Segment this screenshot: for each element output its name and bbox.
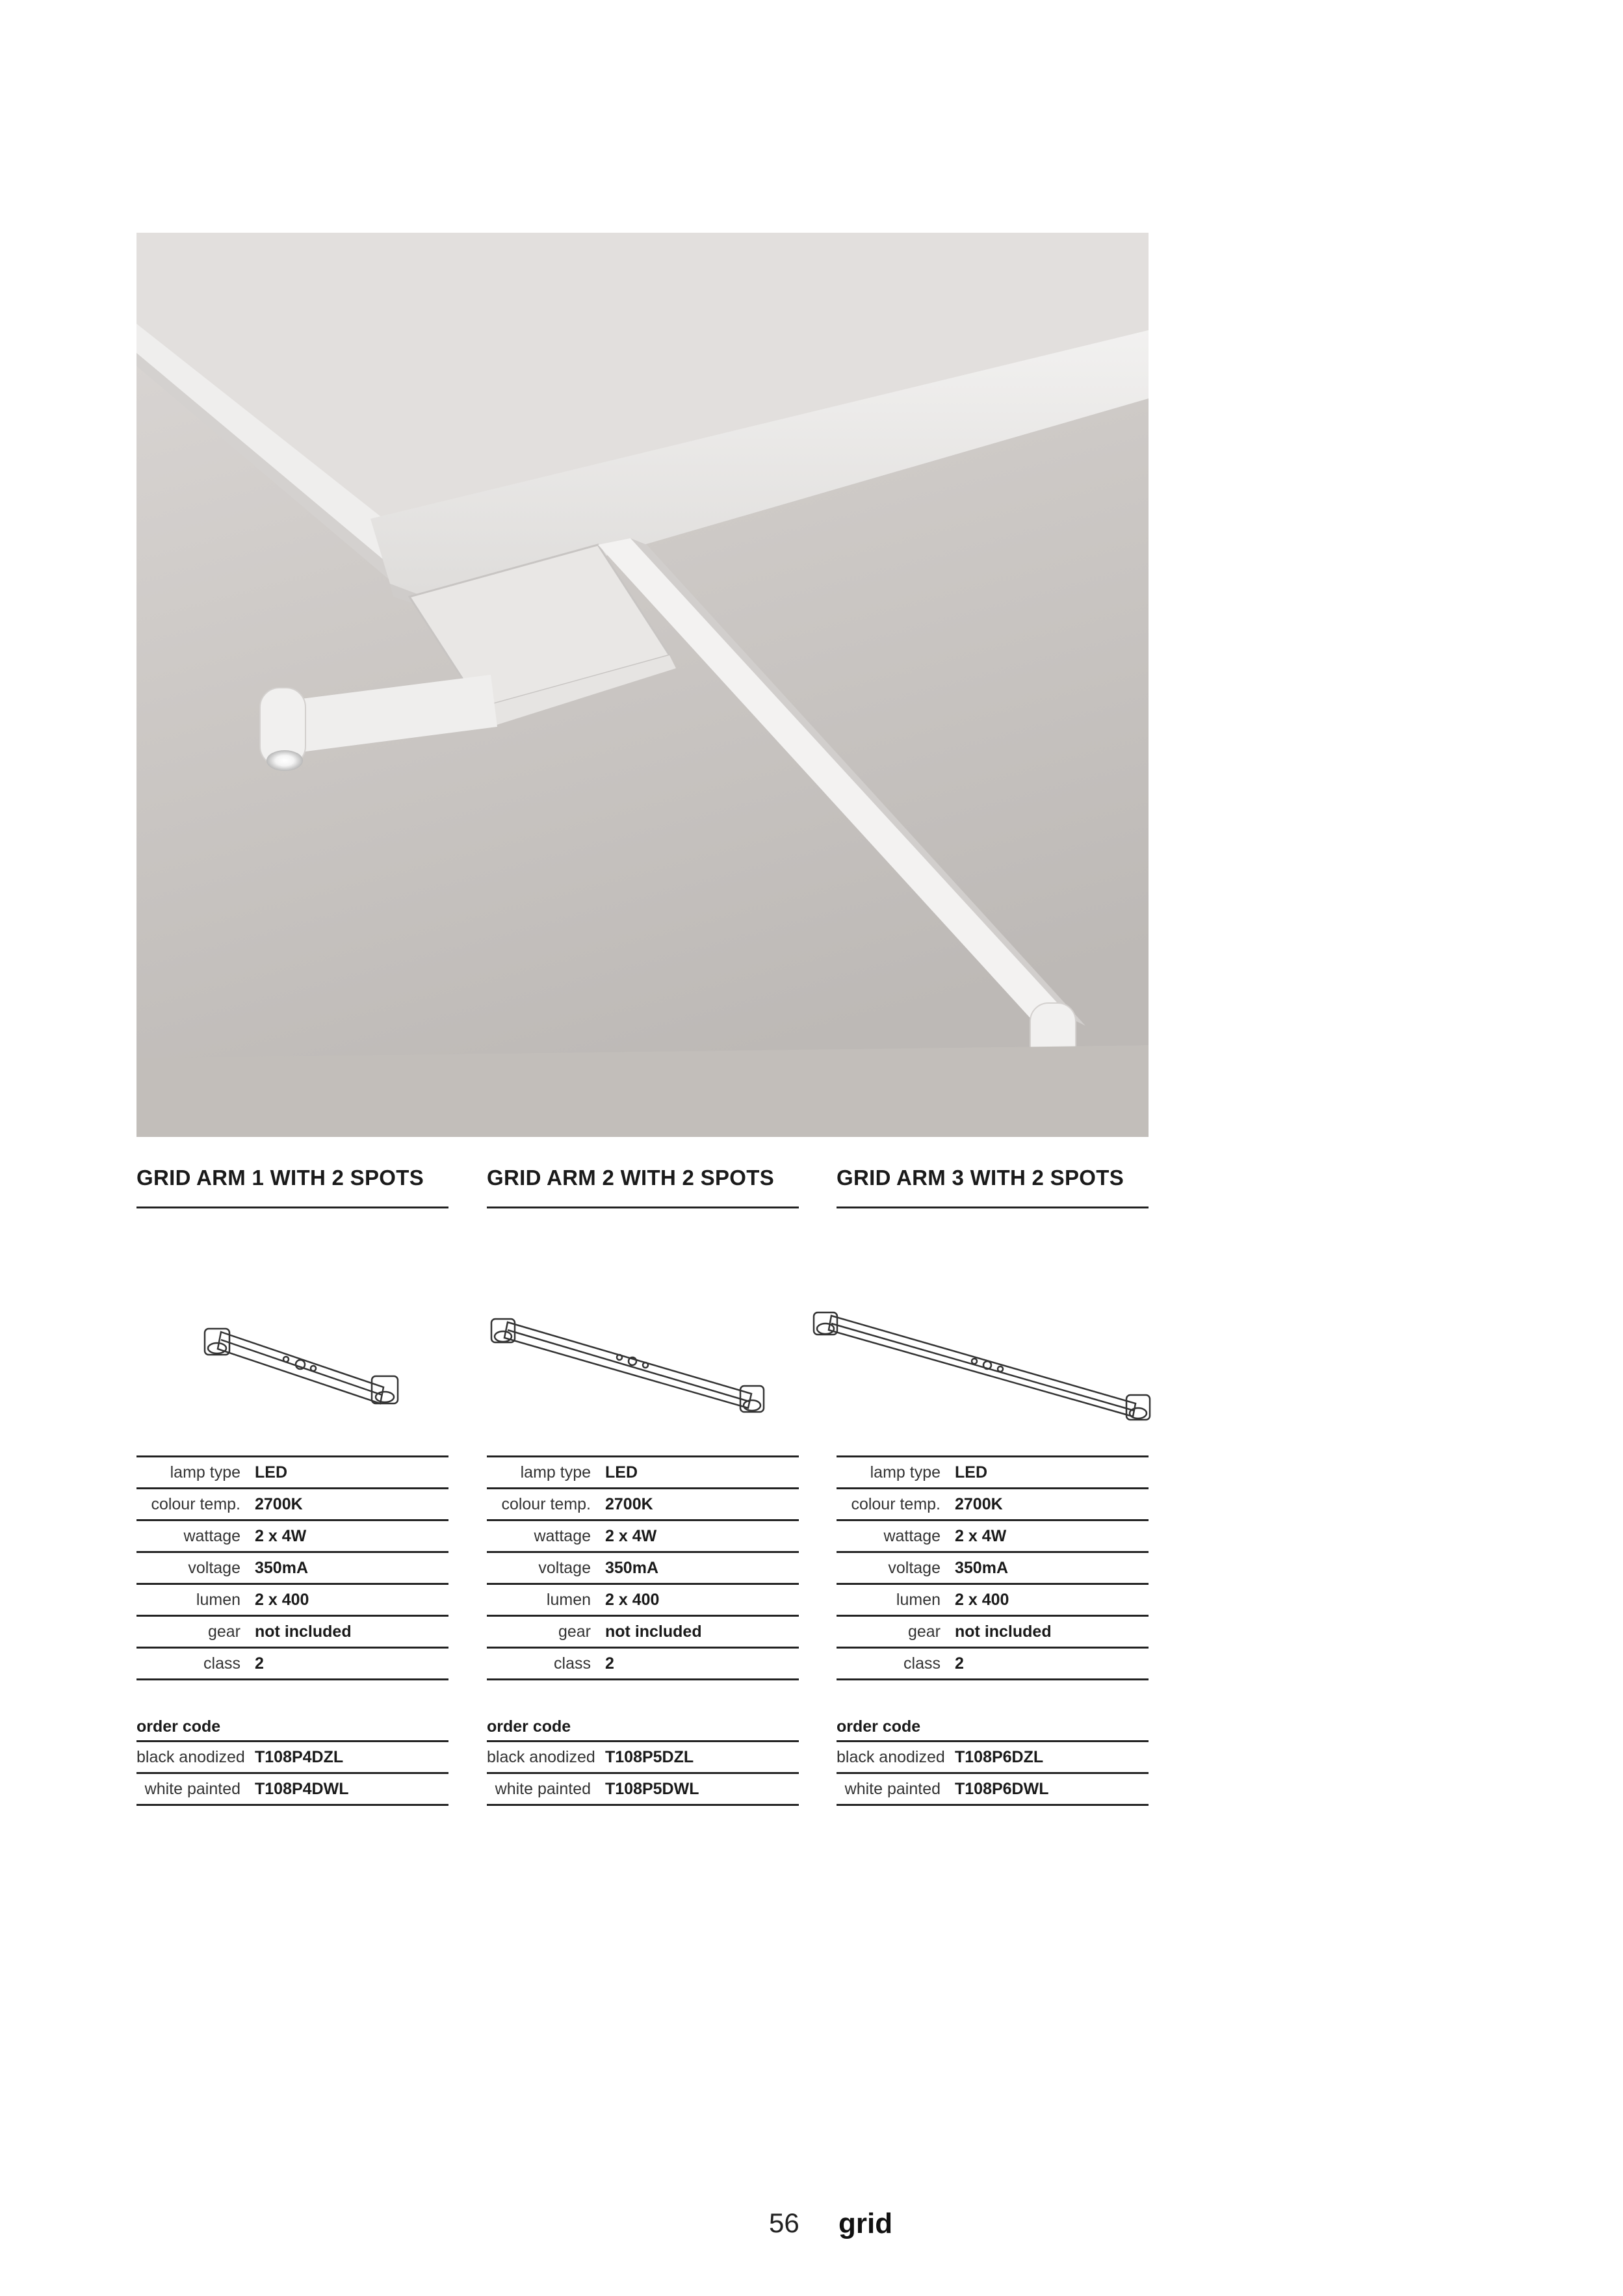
spec-value: not included: [255, 1622, 352, 1641]
order-row: [136, 1742, 448, 1774]
spec-label: class: [203, 1654, 240, 1673]
order-label: black anodized: [136, 1747, 245, 1766]
order-row: [487, 1742, 799, 1774]
spec-row: [487, 1457, 799, 1489]
order-code-heading: order code: [136, 1713, 448, 1742]
product-title: GRID ARM 1 WITH 2 SPOTS: [136, 1164, 448, 1208]
page-footer: [0, 2208, 1623, 2247]
section-name: grid: [838, 2208, 893, 2239]
spec-value: 2 x 400: [605, 1590, 660, 1609]
product-drawing: [487, 1208, 799, 1455]
order-label: white painted: [144, 1779, 240, 1798]
product-column-2: [487, 1164, 799, 1806]
spec-label: gear: [207, 1622, 240, 1641]
spec-row: [136, 1521, 448, 1553]
spec-value: LED: [605, 1463, 638, 1481]
spec-label: gear: [907, 1622, 941, 1641]
order-code-heading: order code: [487, 1713, 799, 1742]
spec-value: 2: [255, 1654, 264, 1673]
spec-value: LED: [255, 1463, 287, 1481]
spec-row: [837, 1457, 1149, 1489]
spec-row: [487, 1489, 799, 1521]
spec-row: [487, 1649, 799, 1680]
spec-row: [837, 1649, 1149, 1680]
spec-row: [837, 1489, 1149, 1521]
order-label: white painted: [495, 1779, 591, 1798]
order-label: white painted: [844, 1779, 941, 1798]
spec-value: 2 x 400: [955, 1590, 1009, 1609]
order-row: [837, 1774, 1149, 1806]
spec-value: 350mA: [255, 1558, 308, 1577]
spec-value: LED: [955, 1463, 987, 1481]
spec-row: [487, 1521, 799, 1553]
spec-row: [487, 1585, 799, 1617]
product-drawing: [837, 1208, 1149, 1455]
order-code: T108P4DZL: [255, 1747, 344, 1766]
spec-label: colour temp.: [851, 1494, 941, 1513]
order-code: T108P6DZL: [955, 1747, 1044, 1766]
spec-value: 350mA: [605, 1558, 658, 1577]
spec-table: [136, 1455, 448, 1680]
product-column-3: [837, 1164, 1149, 1806]
spec-row: [837, 1553, 1149, 1585]
spec-label: class: [554, 1654, 591, 1673]
spec-label: wattage: [183, 1526, 240, 1545]
order-label: black anodized: [487, 1747, 595, 1766]
spec-label: wattage: [534, 1526, 591, 1545]
spec-label: voltage: [888, 1558, 941, 1577]
spec-label: wattage: [883, 1526, 941, 1545]
spec-table: [837, 1455, 1149, 1680]
order-row: [136, 1774, 448, 1806]
order-code: T108P5DWL: [605, 1779, 699, 1798]
spec-row: [487, 1553, 799, 1585]
spec-row: [136, 1489, 448, 1521]
spec-row: [136, 1617, 448, 1649]
spec-label: lumen: [546, 1590, 591, 1609]
spec-row: [136, 1585, 448, 1617]
spec-value: 2700K: [605, 1494, 653, 1513]
spec-row: [136, 1457, 448, 1489]
product-drawing: [136, 1208, 448, 1455]
spec-label: lumen: [196, 1590, 240, 1609]
product-photo: [136, 233, 1149, 1137]
spec-value: 2700K: [955, 1494, 1003, 1513]
spec-row: [136, 1649, 448, 1680]
spec-label: colour temp.: [151, 1494, 240, 1513]
spec-value: not included: [955, 1622, 1052, 1641]
spec-value: 2 x 400: [255, 1590, 309, 1609]
spec-row: [837, 1521, 1149, 1553]
spec-label: gear: [558, 1622, 591, 1641]
product-title: GRID ARM 2 WITH 2 SPOTS: [487, 1164, 799, 1208]
spec-row: [487, 1617, 799, 1649]
order-code: T108P6DWL: [955, 1779, 1049, 1798]
spec-label: voltage: [538, 1558, 591, 1577]
spec-value: 2 x 4W: [255, 1526, 307, 1545]
spec-label: lamp type: [870, 1463, 941, 1481]
spec-label: lamp type: [170, 1463, 240, 1481]
spec-value: 2700K: [255, 1494, 303, 1513]
order-code: T108P5DZL: [605, 1747, 694, 1766]
spec-value: 2 x 4W: [605, 1526, 657, 1545]
spec-row: [136, 1553, 448, 1585]
spec-row: [837, 1617, 1149, 1649]
spec-label: colour temp.: [501, 1494, 591, 1513]
order-code: T108P4DWL: [255, 1779, 349, 1798]
spec-value: not included: [605, 1622, 702, 1641]
product-column-1: [136, 1164, 448, 1806]
spec-table: [487, 1455, 799, 1680]
product-title: GRID ARM 3 WITH 2 SPOTS: [837, 1164, 1149, 1208]
spec-value: 2: [955, 1654, 964, 1673]
spec-value: 2 x 4W: [955, 1526, 1007, 1545]
spec-label: voltage: [188, 1558, 240, 1577]
spec-value: 350mA: [955, 1558, 1008, 1577]
order-row: [837, 1742, 1149, 1774]
spec-row: [837, 1585, 1149, 1617]
spec-label: lumen: [896, 1590, 941, 1609]
spec-label: lamp type: [520, 1463, 591, 1481]
spec-label: class: [903, 1654, 941, 1673]
page-number: 56: [769, 2208, 799, 2238]
order-label: black anodized: [837, 1747, 945, 1766]
order-row: [487, 1774, 799, 1806]
spec-value: 2: [605, 1654, 614, 1673]
order-code-heading: order code: [837, 1713, 1149, 1742]
